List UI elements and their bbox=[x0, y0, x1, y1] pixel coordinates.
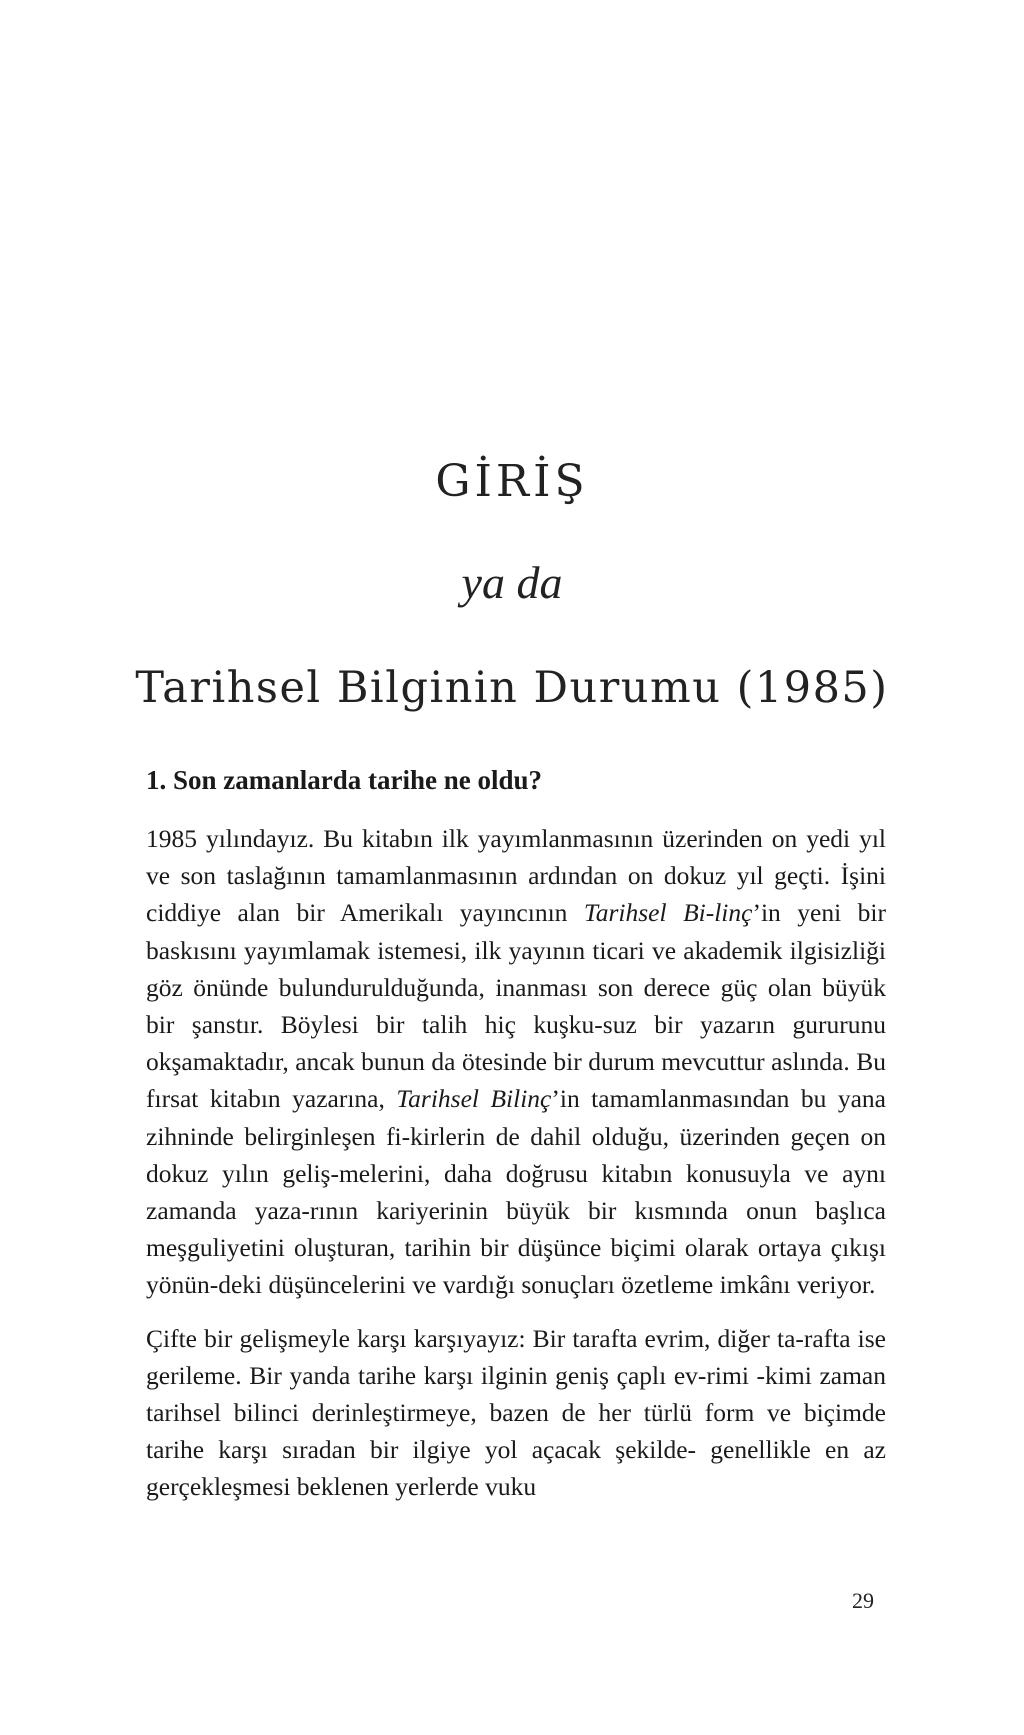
body-text bbox=[146, 760, 886, 1522]
paragraph-2 bbox=[146, 1320, 886, 1506]
book-title-italic-2: Tarihsel Bilinç bbox=[396, 1084, 552, 1114]
paragraph-2-text: Çifte bir gelişmeyle karşı karşıyayız: Bir tarafta evrim, diğer ta-rafta ise gerileme. Bir yanda tarihe karşı ilginin geniş çaplı ev-rimi -kimi zaman tarihsel bilinci derinleştirmeye, bazen de her türlü form ve biçimde tarihe karşı sıradan bir ilgiye yol açacak şekilde- genellikle en az gerçekleşmesi beklenen yerlerde vuku bbox=[146, 1323, 886, 1502]
paragraph-1-part-2: ’in yeni bir baskısını yayımlamak istemesi, ilk yayının ticari ve akademik ilgisizliği göz önünde bulundurulduğunda, inanması son derece güç olan büyük bir şanstır. Böylesi bir talih hiç kuşku-suz bir yazarın gururunu okşamaktadır, ancak bunun da ötesinde bir durum mevcuttur aslında. Bu fırsat kitabın yazarına, bbox=[146, 898, 886, 1114]
paragraph-1-part-1: 1985 yılındayız. Bu kitabın ilk yayımlanmasının üzerinden on yedi yıl ve son taslağının tamamlanmasının ardından on dokuz yıl geçti. İşini ciddiye alan bir Amerikalı yayıncının bbox=[146, 824, 886, 928]
paragraph-1-part-3: ’in tamamlanmasından bu yana zihninde belirginleşen fi-kirlerin de dahil olduğu, üzerinden geçen on dokuz yılın geliş-melerini, daha doğrusu kitabın konusuyla ve aynı zamanda yaza-rının kariyerinin büyük bir kısmında onun başlıca meşguliyetini oluşturan, tarihin bir düşünce biçimi olarak ortaya çıkışı yönün-deki düşüncelerini ve vardığı sonuçları özetleme imkânı veriyor. bbox=[146, 1084, 886, 1300]
chapter-subtitle: Tarihsel Bilginin Durumu (1985) bbox=[135, 663, 889, 713]
chapter-connector: ya da bbox=[461, 557, 563, 608]
section-heading: 1. Son zamanlarda tarihe ne oldu? bbox=[146, 765, 543, 795]
paragraph-1 bbox=[146, 820, 886, 1304]
book-title-italic-1: Tarihsel Bi-linç bbox=[583, 898, 753, 928]
chapter-title: GİRİŞ bbox=[435, 456, 589, 507]
page-number: 29 bbox=[852, 1588, 874, 1613]
